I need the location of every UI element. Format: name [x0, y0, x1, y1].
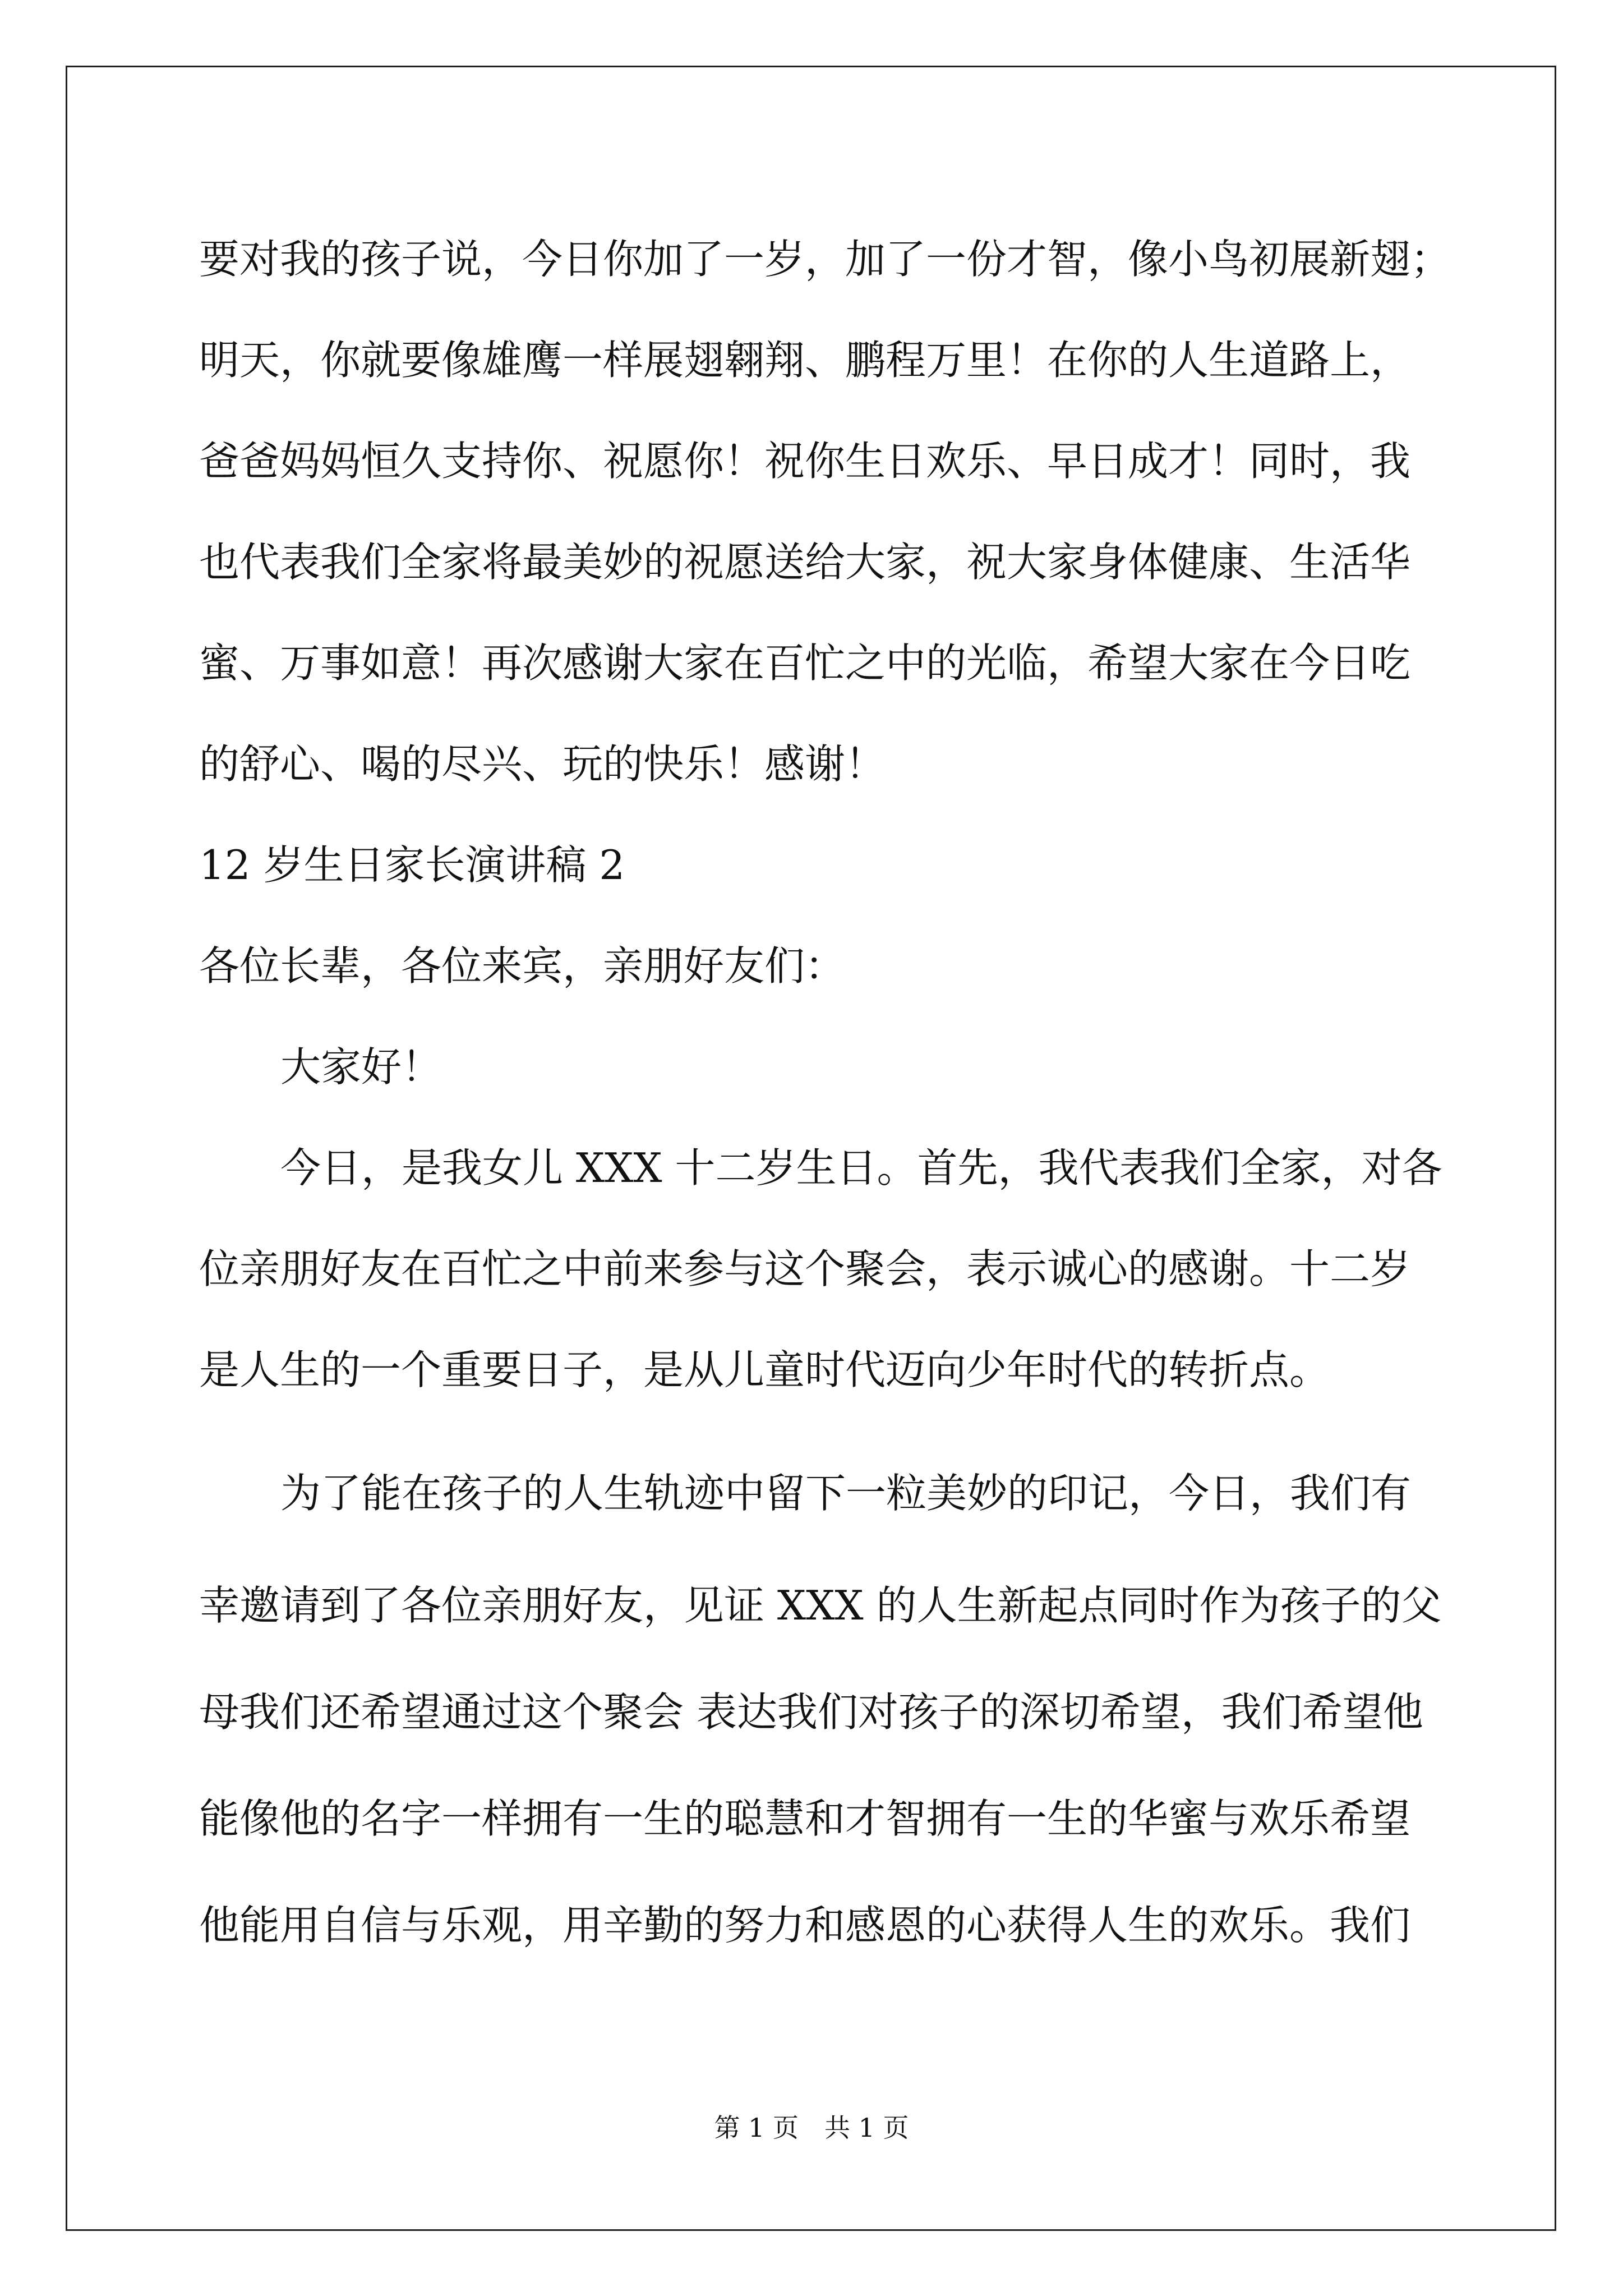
- body-line: 为了能在孩子的人生轨迹中留下一粒美妙的印记，今日，我们有: [280, 1470, 1412, 1517]
- body-line: 是人生的一个重要日子，是从儿童时代迈向少年时代的转折点。: [199, 1346, 1330, 1393]
- body-line: 能像他的名字一样拥有一生的聪慧和才智拥有一生的华蜜与欢乐希望: [199, 1795, 1411, 1842]
- body-line: 的舒心、喝的尽兴、玩的快乐！感谢！: [199, 740, 886, 788]
- body-line: 也代表我们全家将最美妙的祝愿送给大家，祝大家身体健康、生活华: [199, 539, 1411, 586]
- greeting: 大家好！: [280, 1043, 442, 1091]
- body-line: 蜜、万事如意！再次感谢大家在百忙之中的光临，希望大家在今日吃: [199, 639, 1411, 687]
- body-line: 母我们还希望通过这个聚会 表达我们对孩子的深切希望，我们希望他: [199, 1688, 1423, 1736]
- body-line: 他能用自信与乐观，用辛勤的努力和感恩的心获得人生的欢乐。我们: [199, 1902, 1411, 1949]
- page-footer: 第 1 页 共 1 页: [714, 2113, 909, 2143]
- body-line: 明天，你就要像雄鹰一样展翅翱翔、鹏程万里！在你的人生道路上，: [199, 337, 1411, 384]
- section-heading: 12 岁生日家长演讲稿 2: [199, 841, 625, 889]
- body-line: 幸邀请到了各位亲朋好友，见证 XXX 的人生新起点同时作为孩子的父: [199, 1582, 1442, 1629]
- salutation: 各位长辈，各位来宾，亲朋好友们：: [199, 942, 846, 990]
- body-line: 位亲朋好友在百忙之中前来参与这个聚会，表示诚心的感谢。十二岁: [199, 1245, 1411, 1292]
- body-line: 今日，是我女儿 XXX 十二岁生日。首先，我代表我们全家，对各: [280, 1144, 1442, 1191]
- body-line: 爸爸妈妈恒久支持你、祝愿你！祝你生日欢乐、早日成才！同时，我: [199, 438, 1411, 485]
- body-line: 要对我的孩子说，今日你加了一岁，加了一份才智，像小鸟初展新翅；: [199, 236, 1451, 283]
